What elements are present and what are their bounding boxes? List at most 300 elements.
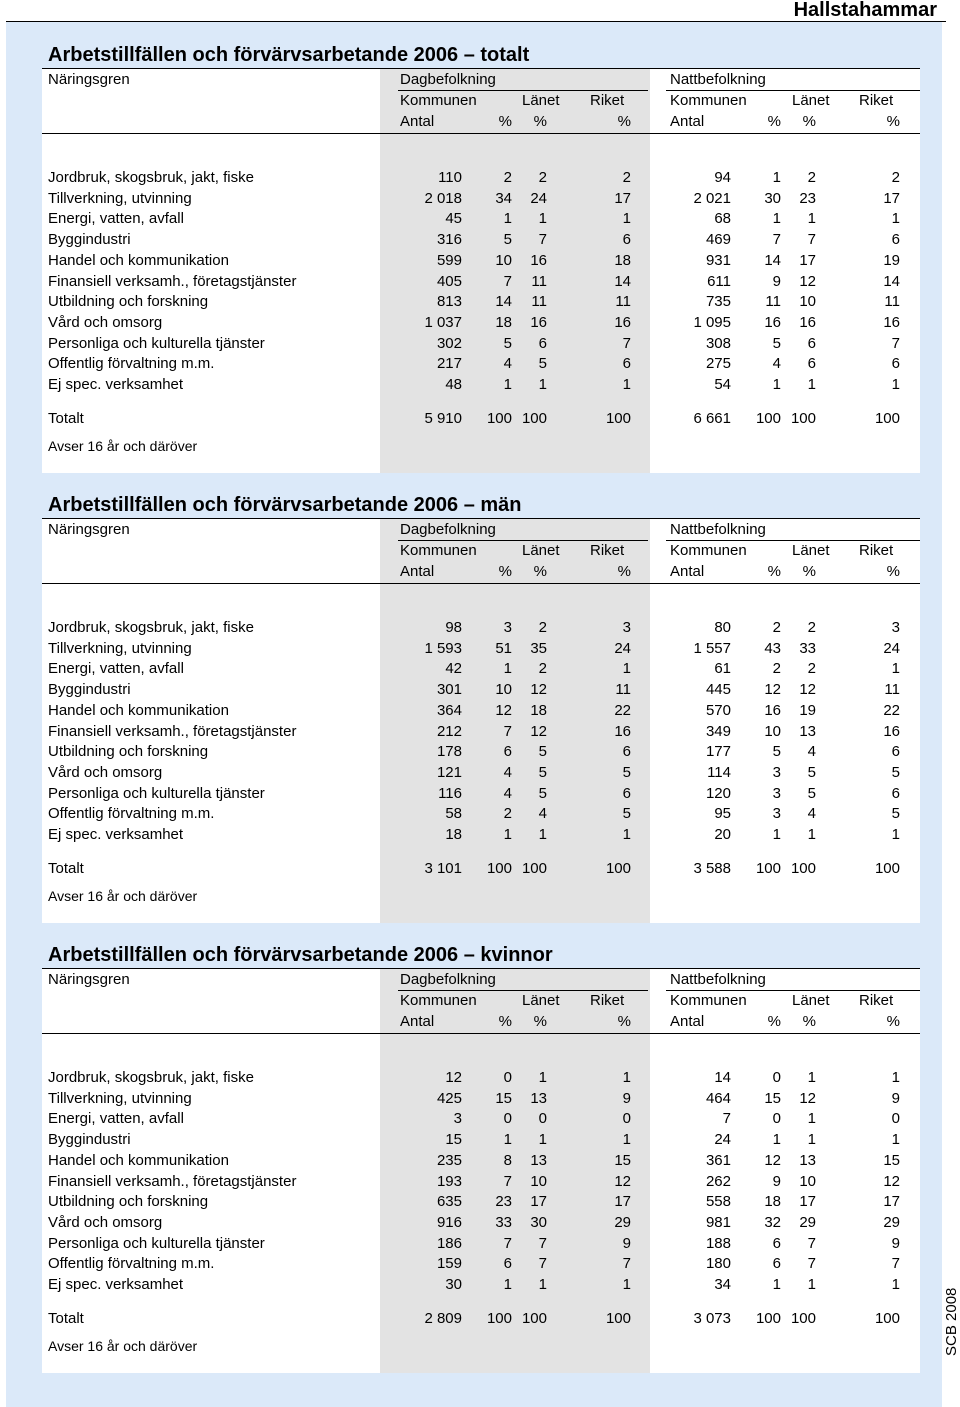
table-cell: 1 [891, 660, 900, 677]
row-label: Tillverkning, utvinning [48, 1090, 192, 1107]
table-cell: 12 [883, 1173, 900, 1190]
table-cell: 1 [807, 1110, 816, 1127]
table-cell: 1 557 [693, 640, 731, 657]
column-unit: % [802, 1013, 816, 1030]
table-cell: 1 [772, 1131, 781, 1148]
column-subheader: Kommunen [400, 542, 477, 559]
header-underline [42, 133, 920, 134]
table-cell: 2 [891, 169, 900, 186]
column-unit: Antal [400, 1013, 435, 1030]
table-cell: 4 [807, 805, 816, 822]
table-cell: 7 [807, 1235, 816, 1252]
row-label: Handel och kommunikation [48, 1152, 229, 1169]
table-cell: 4 [503, 764, 512, 781]
table-cell: 2 [807, 660, 816, 677]
column-subheader: Kommunen [400, 992, 477, 1009]
table-cell: 3 [772, 805, 781, 822]
table-cell: 6 [622, 743, 631, 760]
table-cell: 13 [799, 723, 816, 740]
table-cell: 813 [436, 293, 462, 310]
table-cell: 24 [883, 640, 900, 657]
row-label: Vård och omsorg [48, 764, 163, 781]
column-header-category: Näringsgren [48, 71, 130, 88]
column-subheader: Kommunen [670, 92, 747, 109]
table-cell: 12 [530, 723, 547, 740]
table-cell: 5 [807, 764, 816, 781]
table-cell: 0 [891, 1110, 900, 1127]
table-cell: 9 [891, 1090, 900, 1107]
table-cell: 262 [705, 1173, 731, 1190]
column-unit: % [886, 113, 900, 130]
table-cell: 32 [764, 1214, 781, 1231]
table-cell: 6 [503, 743, 512, 760]
table-cell: 12 [799, 273, 816, 290]
table-cell: 235 [436, 1152, 462, 1169]
table-cell: 1 [772, 376, 781, 393]
table-cell: 11 [884, 293, 900, 310]
table-cell: 100 [605, 860, 631, 877]
table-cell: 58 [445, 805, 462, 822]
table-cell: 1 [538, 1276, 547, 1293]
row-label: Personliga och kulturella tjänster [48, 785, 265, 802]
column-unit: % [767, 563, 781, 580]
table-cell: 6 [772, 1255, 781, 1272]
row-label: Utbildning och forskning [48, 743, 209, 760]
table-cell: 24 [614, 640, 631, 657]
column-subheader: Riket [859, 542, 894, 559]
table-cell: 361 [705, 1152, 731, 1169]
table-cell: 7 [503, 1235, 512, 1252]
footnote: Avser 16 år och däröver [48, 438, 198, 454]
column-unit: % [617, 563, 631, 580]
table-cell: 22 [883, 702, 900, 719]
table-box [42, 518, 920, 923]
table-cell: 100 [790, 1310, 816, 1327]
column-unit: % [533, 113, 547, 130]
column-subheader: Riket [859, 992, 894, 1009]
row-label: Finansiell verksamh., företagstjänster [48, 1173, 297, 1190]
table-cell: 12 [530, 681, 547, 698]
table-cell: 18 [764, 1193, 781, 1210]
table-cell: 33 [799, 640, 816, 657]
table-cell: 43 [764, 640, 781, 657]
table-cell: 3 073 [693, 1310, 731, 1327]
table-cell: 2 [772, 619, 781, 636]
table-cell: 1 [772, 169, 781, 186]
header-underline [42, 1033, 920, 1034]
table-cell: 10 [764, 723, 781, 740]
table-cell: 1 [891, 210, 900, 227]
table-cell: 1 [891, 1276, 900, 1293]
table-cell: 301 [436, 681, 462, 698]
table-cell: 7 [622, 1255, 631, 1272]
row-label: Energi, vatten, avfall [48, 210, 184, 227]
column-subheader: Kommunen [670, 542, 747, 559]
table-cell: 110 [438, 169, 462, 186]
table-cell: 5 [538, 785, 547, 802]
row-label: Vård och omsorg [48, 314, 163, 331]
table-cell: 100 [874, 860, 900, 877]
table-cell: 12 [799, 681, 816, 698]
table-cell: 178 [436, 743, 462, 760]
table-cell: 7 [503, 273, 512, 290]
table-cell: 13 [799, 1152, 816, 1169]
table-cell: 611 [707, 273, 731, 290]
table-cell: 1 [503, 826, 512, 843]
table-cell: 61 [714, 660, 731, 677]
row-label: Utbildning och forskning [48, 293, 209, 310]
table-cell: 11 [765, 293, 781, 310]
table-cell: 4 [538, 805, 547, 822]
table-cell: 11 [615, 293, 631, 310]
table-cell: 635 [436, 1193, 462, 1210]
table-cell: 6 [891, 355, 900, 372]
table-cell: 3 588 [693, 860, 731, 877]
table-cell: 100 [790, 410, 816, 427]
table-cell: 100 [790, 860, 816, 877]
table-cell: 6 661 [693, 410, 731, 427]
table-cell: 425 [436, 1090, 462, 1107]
table-cell: 1 095 [693, 314, 731, 331]
table-cell: 1 [622, 826, 631, 843]
table-cell: 17 [799, 1193, 816, 1210]
table-cell: 2 809 [424, 1310, 462, 1327]
table-cell: 1 [503, 1276, 512, 1293]
total-label: Totalt [48, 410, 84, 427]
table-cell: 16 [799, 314, 816, 331]
table-cell: 9 [891, 1235, 900, 1252]
table-cell: 12 [614, 1173, 631, 1190]
table-cell: 558 [705, 1193, 731, 1210]
table-cell: 100 [486, 860, 512, 877]
column-subheader: Länet [792, 542, 830, 559]
table-cell: 1 [807, 1131, 816, 1148]
table-cell: 1 [891, 376, 900, 393]
table-cell: 302 [436, 335, 462, 352]
table-cell: 6 [622, 355, 631, 372]
table-cell: 6 [807, 335, 816, 352]
table-cell: 8 [503, 1152, 512, 1169]
table-cell: 1 [772, 826, 781, 843]
table-cell: 3 [772, 764, 781, 781]
table-cell: 19 [883, 252, 900, 269]
row-label: Tillverkning, utvinning [48, 640, 192, 657]
table-cell: 2 [503, 805, 512, 822]
table-cell: 23 [495, 1193, 512, 1210]
table-cell: 916 [436, 1214, 462, 1231]
table-cell: 2 [538, 169, 547, 186]
table-cell: 11 [884, 681, 900, 698]
row-label: Ej spec. verksamhet [48, 376, 184, 393]
table-cell: 100 [486, 410, 512, 427]
row-label: Ej spec. verksamhet [48, 1276, 184, 1293]
row-label: Tillverkning, utvinning [48, 190, 192, 207]
table-cell: 100 [874, 1310, 900, 1327]
table-cell: 1 [503, 1131, 512, 1148]
table-cell: 9 [622, 1090, 631, 1107]
table-cell: 1 593 [424, 640, 462, 657]
table-cell: 20 [714, 826, 731, 843]
table-cell: 42 [445, 660, 462, 677]
table-cell: 100 [874, 410, 900, 427]
table-cell: 3 [772, 785, 781, 802]
row-label: Finansiell verksamh., företagstjänster [48, 273, 297, 290]
column-subheader: Länet [522, 992, 560, 1009]
table-cell: 33 [495, 1214, 512, 1231]
table-cell: 6 [772, 1235, 781, 1252]
table-cell: 7 [722, 1110, 731, 1127]
table-cell: 94 [714, 169, 731, 186]
table-cell: 14 [614, 273, 631, 290]
table-cell: 4 [503, 785, 512, 802]
table-cell: 100 [486, 1310, 512, 1327]
table-cell: 6 [538, 335, 547, 352]
table-cell: 100 [755, 1310, 781, 1327]
table-cell: 17 [530, 1193, 547, 1210]
table-cell: 599 [436, 252, 462, 269]
table-cell: 16 [883, 314, 900, 331]
row-label: Byggindustri [48, 681, 131, 698]
table-cell: 100 [521, 410, 547, 427]
table-cell: 6 [807, 355, 816, 372]
table-cell: 16 [883, 723, 900, 740]
table-cell: 29 [799, 1214, 816, 1231]
table-cell: 100 [521, 1310, 547, 1327]
row-label: Finansiell verksamh., företagstjänster [48, 723, 297, 740]
footnote: Avser 16 år och däröver [48, 888, 198, 904]
table-cell: 180 [705, 1255, 731, 1272]
table-cell: 469 [705, 231, 731, 248]
table-cell: 3 101 [424, 860, 462, 877]
table-cell: 7 [891, 335, 900, 352]
table-cell: 5 [772, 335, 781, 352]
table-cell: 931 [705, 252, 731, 269]
table-cell: 1 [807, 376, 816, 393]
table-cell: 17 [883, 190, 900, 207]
table-cell: 98 [445, 619, 462, 636]
table-cell: 6 [891, 231, 900, 248]
table-cell: 6 [622, 231, 631, 248]
table-cell: 34 [495, 190, 512, 207]
table-cell: 7 [503, 1173, 512, 1190]
table-title: Arbetstillfällen och förvärvsarbetande 2006 – kvinnor [48, 944, 553, 966]
column-unit: % [498, 1013, 512, 1030]
group-underline-night [666, 90, 920, 91]
table-cell: 9 [772, 1173, 781, 1190]
table-cell: 5 [891, 805, 900, 822]
table-cell: 30 [530, 1214, 547, 1231]
table-cell: 7 [772, 231, 781, 248]
table-cell: 14 [883, 273, 900, 290]
table-cell: 2 [503, 169, 512, 186]
table-cell: 1 [622, 210, 631, 227]
table-cell: 14 [764, 252, 781, 269]
table-cell: 212 [436, 723, 462, 740]
table-title: Arbetstillfällen och förvärvsarbetande 2006 – män [48, 494, 522, 516]
table-cell: 1 [807, 1276, 816, 1293]
table-cell: 0 [772, 1110, 781, 1127]
table-cell: 1 [503, 210, 512, 227]
table-box [42, 68, 920, 473]
table-cell: 217 [436, 355, 462, 372]
column-unit: % [533, 1013, 547, 1030]
table-cell: 12 [495, 702, 512, 719]
table-cell: 16 [530, 314, 547, 331]
table-cell: 5 [538, 743, 547, 760]
table-cell: 114 [707, 764, 731, 781]
table-cell: 0 [772, 1069, 781, 1086]
table-cell: 48 [445, 376, 462, 393]
table-cell: 80 [714, 619, 731, 636]
column-unit: % [886, 563, 900, 580]
table-cell: 22 [614, 702, 631, 719]
column-unit: % [767, 1013, 781, 1030]
table-cell: 16 [764, 314, 781, 331]
column-subheader: Riket [590, 542, 625, 559]
table-cell: 7 [807, 231, 816, 248]
table-cell: 3 [622, 619, 631, 636]
table-cell: 17 [614, 190, 631, 207]
table-cell: 9 [772, 273, 781, 290]
table-cell: 23 [799, 190, 816, 207]
table-cell: 2 [807, 169, 816, 186]
table-cell: 100 [605, 1310, 631, 1327]
table-cell: 121 [436, 764, 462, 781]
table-cell: 1 [891, 1131, 900, 1148]
table-cell: 1 [538, 376, 547, 393]
table-cell: 1 [807, 1069, 816, 1086]
column-subheader: Riket [590, 992, 625, 1009]
table-cell: 2 [622, 169, 631, 186]
table-cell: 1 [622, 660, 631, 677]
table-cell: 570 [705, 702, 731, 719]
table-cell: 2 [538, 660, 547, 677]
table-cell: 364 [436, 702, 462, 719]
table-cell: 19 [799, 702, 816, 719]
column-group-night: Nattbefolkning [670, 521, 766, 538]
table-cell: 34 [714, 1276, 731, 1293]
row-label: Offentlig förvaltning m.m. [48, 355, 215, 372]
column-subheader: Länet [522, 542, 560, 559]
table-cell: 120 [705, 785, 731, 802]
column-unit: % [533, 563, 547, 580]
table-cell: 3 [891, 619, 900, 636]
table-cell: 0 [538, 1110, 547, 1127]
column-unit: Antal [400, 113, 435, 130]
table-cell: 1 [622, 1131, 631, 1148]
table-cell: 308 [705, 335, 731, 352]
column-group-night: Nattbefolkning [670, 71, 766, 88]
table-cell: 18 [530, 702, 547, 719]
table-cell: 1 [538, 210, 547, 227]
table-cell: 54 [714, 376, 731, 393]
table-cell: 1 [538, 1069, 547, 1086]
row-label: Energi, vatten, avfall [48, 660, 184, 677]
table-cell: 24 [714, 1131, 731, 1148]
table-cell: 6 [503, 1255, 512, 1272]
row-label: Jordbruk, skogsbruk, jakt, fiske [48, 619, 254, 636]
table-cell: 15 [495, 1090, 512, 1107]
column-subheader: Riket [859, 92, 894, 109]
table-cell: 981 [705, 1214, 731, 1231]
table-cell: 100 [605, 410, 631, 427]
table-cell: 0 [622, 1110, 631, 1127]
group-underline-night [666, 990, 920, 991]
table-cell: 1 [538, 826, 547, 843]
table-cell: 2 021 [693, 190, 731, 207]
table-cell: 16 [530, 252, 547, 269]
column-subheader: Länet [522, 92, 560, 109]
table-cell: 5 910 [424, 410, 462, 427]
table-cell: 6 [891, 743, 900, 760]
table-cell: 11 [531, 273, 547, 290]
table-cell: 12 [445, 1069, 462, 1086]
column-group-night: Nattbefolkning [670, 971, 766, 988]
table-cell: 7 [622, 335, 631, 352]
group-underline-day [398, 540, 648, 541]
table-cell: 95 [714, 805, 731, 822]
table-cell: 16 [614, 723, 631, 740]
table-cell: 100 [755, 860, 781, 877]
row-label: Offentlig förvaltning m.m. [48, 805, 215, 822]
table-cell: 12 [764, 681, 781, 698]
table-cell: 188 [705, 1235, 731, 1252]
table-cell: 18 [445, 826, 462, 843]
table-cell: 275 [705, 355, 731, 372]
table-cell: 18 [614, 252, 631, 269]
row-label: Personliga och kulturella tjänster [48, 335, 265, 352]
footnote: Avser 16 år och däröver [48, 1338, 198, 1354]
table-cell: 35 [530, 640, 547, 657]
table-cell: 30 [445, 1276, 462, 1293]
column-unit: % [498, 113, 512, 130]
total-label: Totalt [48, 1310, 84, 1327]
column-unit: % [886, 1013, 900, 1030]
table-cell: 10 [799, 1173, 816, 1190]
header-underline [42, 583, 920, 584]
table-cell: 51 [495, 640, 512, 657]
table-cell: 1 037 [424, 314, 462, 331]
table-cell: 1 [807, 210, 816, 227]
table-cell: 2 [538, 619, 547, 636]
column-subheader: Kommunen [670, 992, 747, 1009]
table-cell: 10 [495, 252, 512, 269]
table-cell: 5 [503, 335, 512, 352]
table-cell: 735 [705, 293, 731, 310]
column-subheader: Länet [792, 92, 830, 109]
column-unit: Antal [400, 563, 435, 580]
table-cell: 159 [436, 1255, 462, 1272]
column-subheader: Kommunen [400, 92, 477, 109]
row-label: Byggindustri [48, 231, 131, 248]
table-cell: 405 [436, 273, 462, 290]
table-cell: 316 [436, 231, 462, 248]
table-cell: 0 [503, 1069, 512, 1086]
column-subheader: Riket [590, 92, 625, 109]
table-cell: 11 [615, 681, 631, 698]
column-unit: % [617, 113, 631, 130]
table-cell: 12 [764, 1152, 781, 1169]
table-cell: 17 [614, 1193, 631, 1210]
table-cell: 1 [891, 1069, 900, 1086]
table-cell: 7 [538, 1255, 547, 1272]
table-cell: 29 [614, 1214, 631, 1231]
table-cell: 7 [538, 231, 547, 248]
table-cell: 116 [438, 785, 462, 802]
source-label: SCB 2008 [943, 1287, 960, 1356]
table-cell: 15 [764, 1090, 781, 1107]
column-unit: Antal [670, 1013, 705, 1030]
